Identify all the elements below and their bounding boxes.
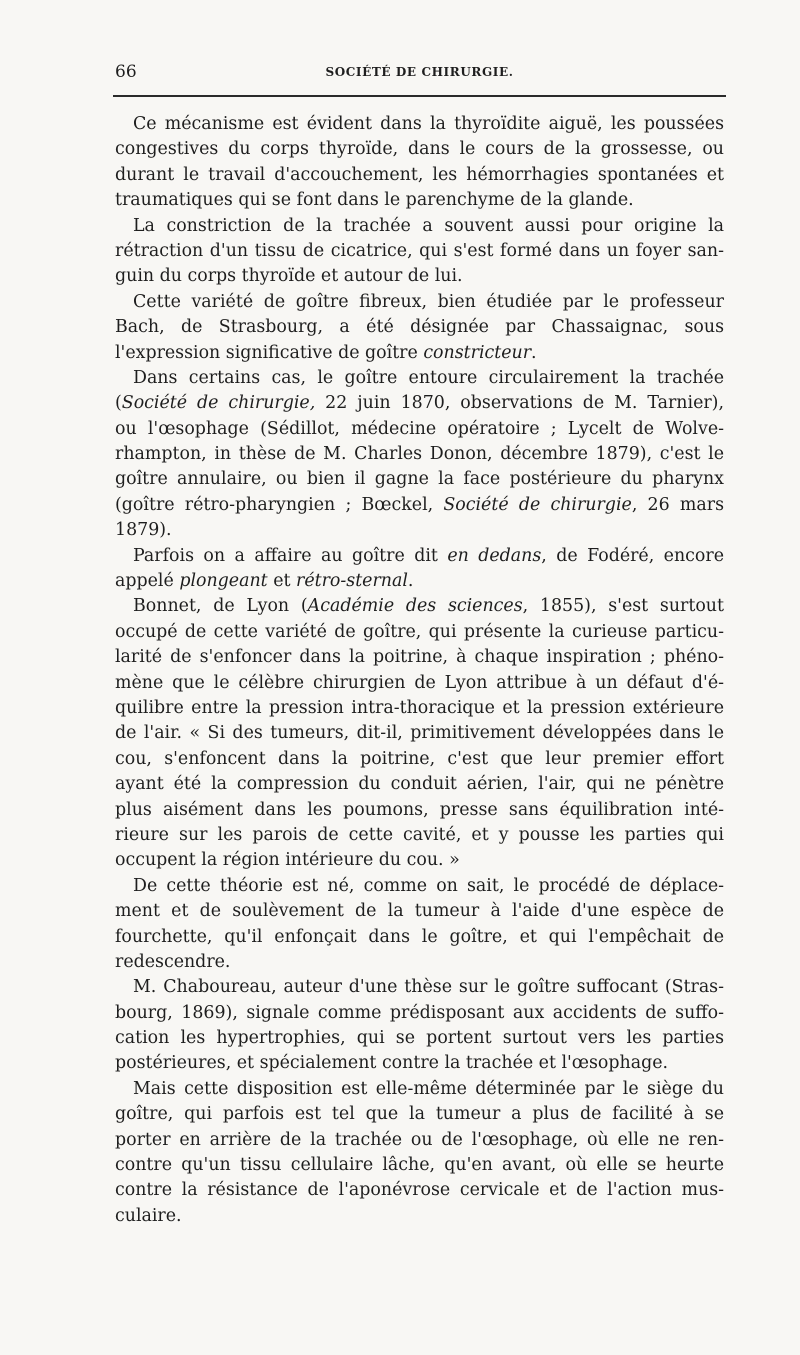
text-run: et xyxy=(267,571,297,592)
text-line xyxy=(115,1128,724,1153)
text-run: ayant été la compression du conduit aérien, l'air, qui ne pénètre xyxy=(115,774,724,795)
text-line xyxy=(115,290,724,315)
text-line xyxy=(115,874,724,899)
text-line xyxy=(115,975,724,1000)
text-run: plus aisément dans les poumons, presse sans équilibration inté- xyxy=(115,799,724,820)
text-run: contre la résistance de l'aponévrose cervicale et de l'action mus- xyxy=(115,1180,724,1201)
text-line xyxy=(115,1102,724,1127)
text-run: traumatiques qui se font dans le parenchyme de la glande. xyxy=(115,190,634,211)
italic-text: rétro-sternal xyxy=(296,571,408,592)
text-line xyxy=(115,1001,724,1026)
header-rule xyxy=(113,95,726,97)
text-line xyxy=(115,137,724,162)
text-line xyxy=(115,544,724,569)
text-run: Parfois on a affaire au goître dit xyxy=(133,545,448,566)
text-line xyxy=(115,315,724,340)
paragraph xyxy=(115,366,724,544)
text-run: l'expression significative de goître xyxy=(115,342,424,363)
text-line xyxy=(115,391,724,416)
text-run: cation les hypertrophies, qui se portent surtout vers les parties xyxy=(115,1028,724,1049)
text-line xyxy=(115,899,724,924)
text-run: ment et de soulèvement de la tumeur à l'aide d'une espèce de xyxy=(115,901,724,922)
text-run: goître, qui parfois est tel que la tumeur a plus de facilité à se xyxy=(115,1104,724,1125)
text-run: de l'air. « Si des tumeurs, dit-il, primitivement développées dans le xyxy=(115,723,724,744)
italic-text: Académie des sciences xyxy=(307,596,523,617)
text-run: La constriction de la trachée a souvent aussi pour origine la xyxy=(133,215,724,236)
text-line xyxy=(115,1204,724,1229)
text-run: . xyxy=(407,571,414,592)
page-number: 66 xyxy=(115,62,137,82)
paragraph xyxy=(115,112,724,214)
italic-text: constricteur xyxy=(423,342,532,363)
paragraph xyxy=(115,290,724,366)
text-run: Ce mécanisme est évident dans la thyroïdite aiguë, les poussées xyxy=(133,114,724,134)
text-line xyxy=(115,569,724,594)
text-line xyxy=(115,747,724,772)
page-header xyxy=(115,60,724,84)
text-run: guin du corps thyroïde et autour de lui. xyxy=(115,266,463,287)
text-run: ( xyxy=(115,393,122,414)
text-line xyxy=(115,467,724,492)
text-run: rieure sur les parois de cette cavité, et y pousse les parties qui xyxy=(115,824,724,845)
text-run: durant le travail d'accouchement, les hémorrhagies spontanées et xyxy=(115,164,724,185)
text-line xyxy=(115,848,724,873)
body-text xyxy=(115,112,724,1229)
text-run: rhampton, in thèse de M. Charles Donon, décembre 1879), c'est le xyxy=(115,444,724,465)
text-line xyxy=(115,1026,724,1051)
text-line xyxy=(115,620,724,645)
text-run: Bach, de Strasbourg, a été désignée par Chassaignac, sous xyxy=(115,317,724,338)
text-run: postérieures, et spécialement contre la trachée et l'œsophage. xyxy=(115,1053,669,1074)
text-run: (goître rétro-pharyngien ; Bœckel, xyxy=(115,494,444,515)
italic-text: Société de chirurgie, xyxy=(121,393,316,414)
text-line xyxy=(115,772,724,797)
text-line xyxy=(115,518,724,543)
text-run: Mais cette disposition est elle-même déterminée par le siège du xyxy=(133,1078,724,1099)
text-line xyxy=(115,417,724,442)
text-line xyxy=(115,645,724,670)
text-run: rétraction d'un tissu de cicatrice, qui s'est formé dans un foyer san- xyxy=(115,240,724,261)
text-line xyxy=(115,671,724,696)
text-line xyxy=(115,214,724,239)
text-line xyxy=(115,239,724,264)
text-run: occupé de cette variété de goître, qui présente la curieuse particu- xyxy=(115,621,724,642)
text-line xyxy=(115,721,724,746)
text-line xyxy=(115,163,724,188)
text-run: M. Chaboureau, auteur d'une thèse sur le goître suffocant (Stras- xyxy=(133,977,724,998)
text-line xyxy=(115,493,724,518)
text-line xyxy=(115,366,724,391)
text-line xyxy=(115,696,724,721)
paragraph xyxy=(115,874,724,976)
text-line xyxy=(115,1051,724,1076)
running-title: SOCIÉTÉ DE CHIRURGIE. xyxy=(325,65,514,79)
paragraph xyxy=(115,1077,724,1229)
text-run: bourg, 1869), signale comme prédisposant aux accidents de suffo- xyxy=(115,1002,724,1023)
text-line xyxy=(115,950,724,975)
text-run: larité de s'enfoncer dans la poitrine, à chaque inspiration ; phéno- xyxy=(115,647,724,668)
text-run: , de Fodéré, encore xyxy=(541,545,724,566)
text-run: goître annulaire, ou bien il gagne la face postérieure du pharynx xyxy=(115,469,724,490)
text-line xyxy=(115,341,724,366)
text-line xyxy=(115,1153,724,1178)
text-run: , 26 mars xyxy=(631,494,724,515)
text-run: cou, s'enfoncent dans la poitrine, c'est que leur premier effort xyxy=(115,748,724,769)
italic-text: Société de chirurgie xyxy=(443,494,632,515)
text-run: . xyxy=(531,342,537,363)
text-line xyxy=(115,823,724,848)
text-line xyxy=(115,1077,724,1102)
italic-text: plongeant xyxy=(179,571,268,592)
paragraph xyxy=(115,544,724,595)
text-run: mène que le célèbre chirurgien de Lyon attribue à un défaut d'é- xyxy=(115,672,724,693)
text-run: quilibre entre la pression intra-thoracique et la pression extérieure xyxy=(115,697,724,718)
text-line xyxy=(115,798,724,823)
text-run: 1879). xyxy=(115,520,172,541)
text-run: De cette théorie est né, comme on sait, le procédé de déplace- xyxy=(133,875,724,896)
text-run: Bonnet, de Lyon ( xyxy=(133,596,308,617)
text-run: culaire. xyxy=(115,1205,182,1226)
text-line xyxy=(115,264,724,289)
text-run: fourchette, qu'il enfonçait dans le goître, et qui l'empêchait de xyxy=(115,926,724,947)
text-run: contre qu'un tissu cellulaire lâche, qu'en avant, où elle se heurte xyxy=(115,1155,724,1176)
text-run: Dans certains cas, le goître entoure circulairement la trachée xyxy=(133,367,724,388)
text-line xyxy=(115,442,724,467)
text-line xyxy=(115,1178,724,1203)
text-run: 22 juin 1870, observations de M. Tarnier), xyxy=(315,393,724,414)
text-line xyxy=(115,925,724,950)
text-run: Cette variété de goître fibreux, bien étudiée par le professeur xyxy=(133,291,724,312)
paragraph xyxy=(115,594,724,873)
italic-text: en dedans xyxy=(447,545,542,566)
text-run: redescendre. xyxy=(115,951,231,972)
text-run: congestives du corps thyroïde, dans le cours de la grossesse, ou xyxy=(115,139,724,160)
text-line xyxy=(115,594,724,619)
paragraph xyxy=(115,975,724,1077)
text-run: occupent la région intérieure du cou. » xyxy=(115,850,460,871)
text-line xyxy=(115,112,724,137)
paragraph xyxy=(115,214,724,290)
text-line xyxy=(115,188,724,213)
text-run: appelé xyxy=(115,571,180,592)
text-run: porter en arrière de la trachée ou de l'œsophage, où elle ne ren- xyxy=(115,1129,724,1150)
text-run: , 1855), s'est surtout xyxy=(522,596,724,617)
text-run: ou l'œsophage (Sédillot, médecine opératoire ; Lycelt de Wolve- xyxy=(115,418,724,439)
